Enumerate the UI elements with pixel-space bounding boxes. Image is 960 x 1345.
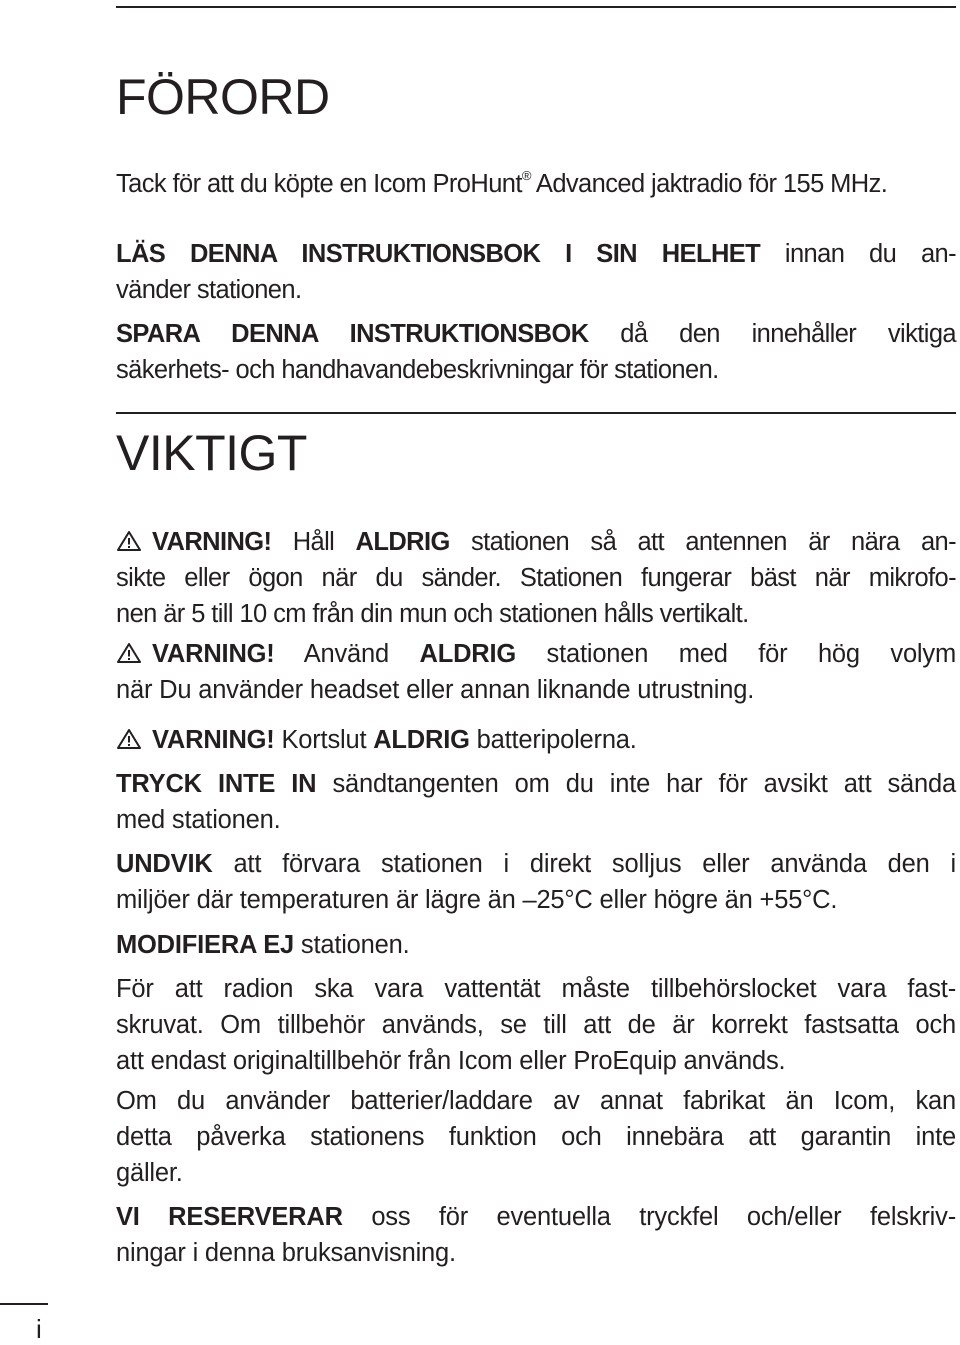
important-title: VIKTIGT bbox=[116, 425, 307, 481]
page-number-rule bbox=[0, 1303, 48, 1305]
warning-triangle-icon bbox=[116, 526, 142, 548]
page-number: i bbox=[36, 1314, 42, 1344]
modify-paragraph: MODIFIERA EJ stationen. bbox=[116, 931, 410, 959]
preface-title: FÖRORD bbox=[116, 69, 330, 125]
thanks-paragraph: Tack för att du köpte en Icom ProHunt® Advanced jaktradio för 155 MHz. bbox=[116, 168, 888, 198]
ptt-paragraph: TRYCK INTE IN sändtangenten om du inte har för avsikt att sända med stationen. bbox=[116, 770, 956, 834]
warning-volume: VARNING! Använd ALDRIG stationen med för hög volym när Du använder headset eller annan liknande utrustning. bbox=[116, 640, 956, 704]
warning-battery-short: VARNING! Kortslut ALDRIG batteripolerna. bbox=[116, 722, 956, 758]
read-manual-paragraph: LÄS DENNA INSTRUKTIONSBOK I SIN HELHET innan du an- vänder stationen. bbox=[116, 240, 956, 304]
save-manual-paragraph: SPARA DENNA INSTRUKTIONSBOK då den innehåller viktiga säkerhets- och handhavandebeskrivningar för stationen. bbox=[116, 320, 956, 384]
waterproof-paragraph: För att radion ska vara vattentät måste tillbehörslocket vara fast- skruvat. Om tillbehör används, se till att de är korrekt fastsatta och att endast originaltillbehör från Icom eller ProEquip används. bbox=[116, 975, 956, 1075]
reserve-paragraph: VI RESERVERAR oss för eventuella tryckfel och/eller felskriv- ningar i denna bruksanvisning. bbox=[116, 1203, 956, 1267]
warning-antenna: VARNING! Håll ALDRIG stationen så att antennen är nära an- sikte eller ögon när du sänder. Stationen fungerar bäst när mikrofo- nen är 5 till 10 cm från din mun och stationen hålls vertikalt. bbox=[116, 528, 956, 628]
section-rule bbox=[116, 412, 956, 414]
registered-mark: ® bbox=[521, 168, 531, 183]
top-rule bbox=[116, 6, 956, 8]
avoid-paragraph: UNDVIK att förvara stationen i direkt solljus eller använda den i miljöer där temperaturen är lägre än –25°C eller högre än +55°C. bbox=[116, 850, 956, 914]
warning-triangle-icon bbox=[116, 724, 142, 746]
battery-paragraph: Om du använder batterier/laddare av annat fabrikat än Icom, kan detta påverka stationens funktion och innebära att garantin inte gäller. bbox=[116, 1087, 956, 1187]
warning-triangle-icon bbox=[116, 638, 142, 660]
